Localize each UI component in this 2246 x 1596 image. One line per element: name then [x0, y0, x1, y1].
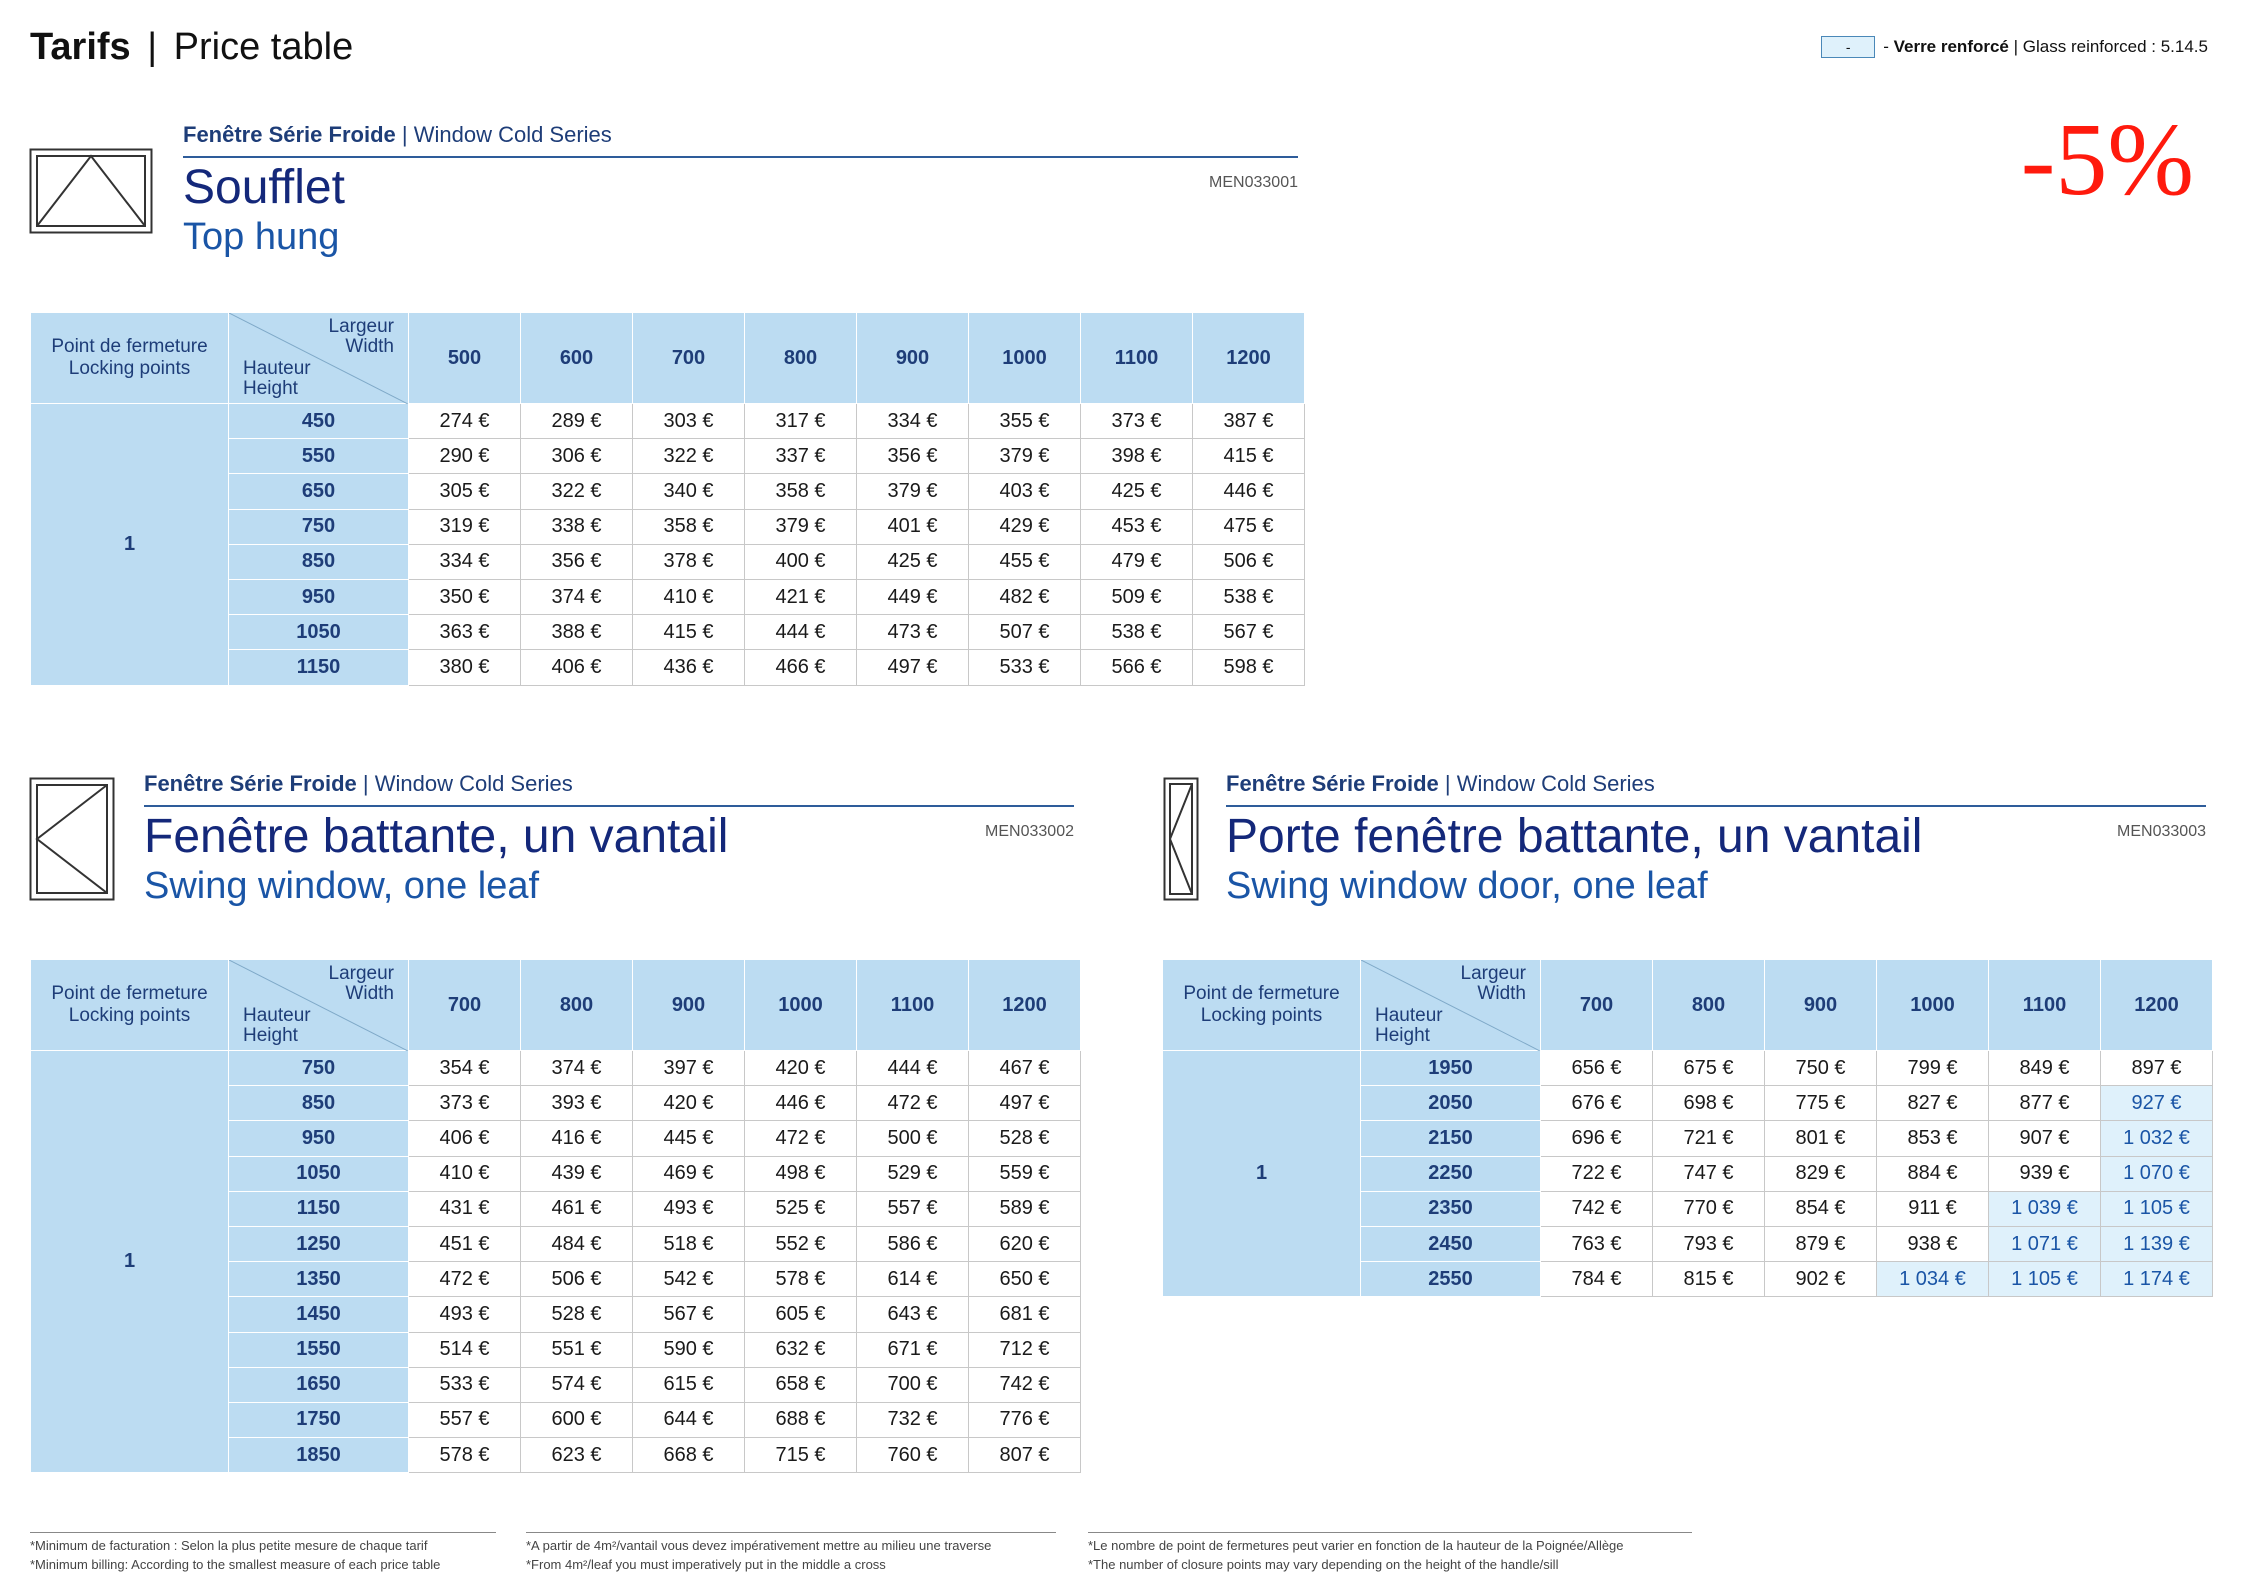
- price-cell: 938 €: [1877, 1226, 1989, 1261]
- table-row: [31, 1051, 1081, 1086]
- price-cell: 453 €: [1081, 509, 1193, 544]
- price-cell: 658 €: [745, 1367, 857, 1402]
- price-cell: 538 €: [1193, 579, 1305, 614]
- width-column-header: 900: [857, 313, 969, 404]
- price-cell: 807 €: [969, 1438, 1081, 1473]
- width-column-header: 1100: [857, 960, 969, 1051]
- locking-points-header: Point de fermeture Locking points: [31, 960, 229, 1051]
- section-swing-door: [1226, 771, 2206, 909]
- price-cell: 363 €: [409, 615, 521, 650]
- price-cell: 884 €: [1877, 1156, 1989, 1191]
- price-cell: 467 €: [969, 1051, 1081, 1086]
- height-row-header: 1150: [229, 650, 409, 685]
- price-cell: 799 €: [1877, 1051, 1989, 1086]
- price-cell: 379 €: [745, 509, 857, 544]
- price-cell: 656 €: [1541, 1051, 1653, 1086]
- height-row-header: 1150: [229, 1191, 409, 1226]
- price-cell: 379 €: [857, 474, 969, 509]
- price-cell: 493 €: [409, 1297, 521, 1332]
- price-cell: 509 €: [1081, 579, 1193, 614]
- height-row-header: 2150: [1361, 1121, 1541, 1156]
- price-cell: 829 €: [1765, 1156, 1877, 1191]
- width-column-header: 600: [521, 313, 633, 404]
- price-cell: 1 105 €: [1989, 1262, 2101, 1297]
- price-cell: 444 €: [857, 1051, 969, 1086]
- height-row-header: 1250: [229, 1226, 409, 1261]
- price-cell: 801 €: [1765, 1121, 1877, 1156]
- price-cell: 403 €: [969, 474, 1081, 509]
- swing-window-icon: [29, 777, 115, 906]
- price-cell: 700 €: [857, 1367, 969, 1402]
- price-cell: 420 €: [745, 1051, 857, 1086]
- price-cell: 290 €: [409, 439, 521, 474]
- price-cell: 445 €: [633, 1121, 745, 1156]
- price-cell: 620 €: [969, 1226, 1081, 1261]
- price-cell: 472 €: [857, 1086, 969, 1121]
- price-cell: 415 €: [633, 615, 745, 650]
- price-cell: 374 €: [521, 1051, 633, 1086]
- price-cell: 849 €: [1989, 1051, 2101, 1086]
- price-cell: 425 €: [1081, 474, 1193, 509]
- price-cell: 1 174 €: [2101, 1262, 2213, 1297]
- width-column-header: 900: [633, 960, 745, 1051]
- price-cell: 552 €: [745, 1226, 857, 1261]
- price-table-swing-door: [1162, 959, 2213, 1297]
- width-column-header: 1100: [1989, 960, 2101, 1051]
- price-cell: 668 €: [633, 1438, 745, 1473]
- price-cell: 416 €: [521, 1121, 633, 1156]
- price-cell: 897 €: [2101, 1051, 2213, 1086]
- height-row-header: 1350: [229, 1262, 409, 1297]
- section-title-fr: Porte fenêtre battante, un vantail: [1226, 810, 1923, 863]
- price-cell: 401 €: [857, 509, 969, 544]
- price-cell: 444 €: [745, 615, 857, 650]
- price-table-swing-window: [30, 959, 1081, 1473]
- legend-label-en: Glass reinforced : 5.14.5: [2022, 37, 2208, 56]
- price-cell: 911 €: [1877, 1191, 1989, 1226]
- price-cell: 1 105 €: [2101, 1191, 2213, 1226]
- price-cell: 1 034 €: [1877, 1262, 1989, 1297]
- price-cell: 742 €: [969, 1367, 1081, 1402]
- price-cell: 356 €: [521, 544, 633, 579]
- dimension-header: Largeur Width Hauteur Height: [229, 313, 409, 404]
- price-cell: 358 €: [745, 474, 857, 509]
- price-cell: 644 €: [633, 1402, 745, 1437]
- price-cell: 763 €: [1541, 1226, 1653, 1261]
- price-cell: 775 €: [1765, 1086, 1877, 1121]
- price-cell: 506 €: [1193, 544, 1305, 579]
- price-cell: 586 €: [857, 1226, 969, 1261]
- section-title-en: Swing window, one leaf: [144, 864, 540, 907]
- height-row-header: 1550: [229, 1332, 409, 1367]
- height-row-header: 2050: [1361, 1086, 1541, 1121]
- locking-points-value: 1: [31, 1051, 229, 1473]
- price-cell: 466 €: [745, 650, 857, 685]
- swing-door-icon: [1163, 777, 1199, 906]
- price-cell: 776 €: [969, 1402, 1081, 1437]
- section-top-hung: [183, 122, 1298, 260]
- width-column-header: 1200: [1193, 313, 1305, 404]
- price-cell: 358 €: [633, 509, 745, 544]
- height-row-header: 550: [229, 439, 409, 474]
- width-column-header: 500: [409, 313, 521, 404]
- legend-separator: |: [2013, 37, 2019, 56]
- price-cell: 1 039 €: [1989, 1191, 2101, 1226]
- height-row-header: 950: [229, 579, 409, 614]
- locking-points-value: 1: [31, 404, 229, 686]
- height-row-header: 1050: [229, 615, 409, 650]
- price-cell: 528 €: [969, 1121, 1081, 1156]
- price-cell: 853 €: [1877, 1121, 1989, 1156]
- price-cell: 589 €: [969, 1191, 1081, 1226]
- price-cell: 514 €: [409, 1332, 521, 1367]
- height-row-header: 2250: [1361, 1156, 1541, 1191]
- price-cell: 688 €: [745, 1402, 857, 1437]
- locking-points-value: 1: [1163, 1051, 1361, 1297]
- price-cell: 482 €: [969, 579, 1081, 614]
- price-cell: 334 €: [857, 404, 969, 439]
- price-cell: 322 €: [633, 439, 745, 474]
- price-cell: 750 €: [1765, 1051, 1877, 1086]
- height-row-header: 750: [229, 1051, 409, 1086]
- price-cell: 373 €: [1081, 404, 1193, 439]
- series-label: Fenêtre Série Froide | Window Cold Series: [144, 771, 573, 796]
- price-cell: 356 €: [857, 439, 969, 474]
- price-cell: 393 €: [521, 1086, 633, 1121]
- price-cell: 696 €: [1541, 1121, 1653, 1156]
- price-cell: 1 070 €: [2101, 1156, 2213, 1191]
- table-row: [1163, 1051, 2213, 1086]
- price-cell: 289 €: [521, 404, 633, 439]
- price-cell: 742 €: [1541, 1191, 1653, 1226]
- price-cell: 525 €: [745, 1191, 857, 1226]
- price-cell: 425 €: [857, 544, 969, 579]
- price-cell: 715 €: [745, 1438, 857, 1473]
- price-cell: 632 €: [745, 1332, 857, 1367]
- page-title-en: Price table: [173, 26, 354, 68]
- height-row-header: 650: [229, 474, 409, 509]
- height-row-header: 1650: [229, 1367, 409, 1402]
- height-row-header: 1750: [229, 1402, 409, 1437]
- price-cell: 303 €: [633, 404, 745, 439]
- price-cell: 747 €: [1653, 1156, 1765, 1191]
- footnote-3: *Le nombre de point de fermetures peut varier en fonction de la hauteur de la Poignée/Allège *The number of closure points may vary depending on the height of the handle/sill: [1088, 1532, 1692, 1575]
- price-cell: 784 €: [1541, 1262, 1653, 1297]
- height-row-header: 450: [229, 404, 409, 439]
- price-cell: 1 032 €: [2101, 1121, 2213, 1156]
- top-hung-window-icon: [29, 148, 153, 239]
- price-cell: 879 €: [1765, 1226, 1877, 1261]
- price-cell: 455 €: [969, 544, 1081, 579]
- price-cell: 681 €: [969, 1297, 1081, 1332]
- price-cell: 439 €: [521, 1156, 633, 1191]
- price-cell: 518 €: [633, 1226, 745, 1261]
- price-cell: 542 €: [633, 1262, 745, 1297]
- legend-swatch: -: [1821, 36, 1875, 58]
- price-cell: 400 €: [745, 544, 857, 579]
- price-cell: 559 €: [969, 1156, 1081, 1191]
- height-row-header: 950: [229, 1121, 409, 1156]
- price-cell: 484 €: [521, 1226, 633, 1261]
- price-cell: 500 €: [857, 1121, 969, 1156]
- price-cell: 578 €: [409, 1438, 521, 1473]
- price-cell: 590 €: [633, 1332, 745, 1367]
- price-cell: 469 €: [633, 1156, 745, 1191]
- price-cell: 475 €: [1193, 509, 1305, 544]
- price-cell: 507 €: [969, 615, 1081, 650]
- price-cell: 498 €: [745, 1156, 857, 1191]
- price-cell: 337 €: [745, 439, 857, 474]
- price-cell: 472 €: [745, 1121, 857, 1156]
- width-column-header: 1200: [969, 960, 1081, 1051]
- price-cell: 650 €: [969, 1262, 1081, 1297]
- price-cell: 436 €: [633, 650, 745, 685]
- price-cell: 340 €: [633, 474, 745, 509]
- price-cell: 854 €: [1765, 1191, 1877, 1226]
- width-column-header: 1000: [969, 313, 1081, 404]
- width-column-header: 800: [521, 960, 633, 1051]
- title-separator: |: [147, 26, 158, 68]
- price-cell: 605 €: [745, 1297, 857, 1332]
- series-label: Fenêtre Série Froide | Window Cold Series: [183, 122, 612, 147]
- price-cell: 614 €: [857, 1262, 969, 1297]
- price-cell: 600 €: [521, 1402, 633, 1437]
- price-cell: 388 €: [521, 615, 633, 650]
- section-title-en: Top hung: [183, 215, 340, 258]
- height-row-header: 1850: [229, 1438, 409, 1473]
- footnote-2: *A partir de 4m²/vantail vous devez impérativement mettre au milieu une traverse *From 4m²/leaf you must imperatively put in the middle a cross: [526, 1532, 1056, 1575]
- dimension-header: Largeur Width Hauteur Height: [229, 960, 409, 1051]
- price-cell: 578 €: [745, 1262, 857, 1297]
- width-column-header: 700: [633, 313, 745, 404]
- price-cell: 354 €: [409, 1051, 521, 1086]
- price-cell: 902 €: [1765, 1262, 1877, 1297]
- price-cell: 732 €: [857, 1402, 969, 1437]
- product-code: MEN033003: [2117, 823, 2206, 840]
- section-title-en: Swing window door, one leaf: [1226, 864, 1708, 907]
- price-cell: 317 €: [745, 404, 857, 439]
- price-cell: 406 €: [409, 1121, 521, 1156]
- legend-label-fr: Verre renforcé: [1893, 37, 2009, 56]
- price-cell: 615 €: [633, 1367, 745, 1402]
- price-cell: 338 €: [521, 509, 633, 544]
- section-title-fr: Soufflet: [183, 161, 345, 214]
- price-cell: 479 €: [1081, 544, 1193, 579]
- price-cell: 380 €: [409, 650, 521, 685]
- price-cell: 305 €: [409, 474, 521, 509]
- price-cell: 497 €: [857, 650, 969, 685]
- width-column-header: 900: [1765, 960, 1877, 1051]
- price-cell: 431 €: [409, 1191, 521, 1226]
- price-cell: 675 €: [1653, 1051, 1765, 1086]
- width-column-header: 800: [745, 313, 857, 404]
- height-row-header: 750: [229, 509, 409, 544]
- price-cell: 567 €: [1193, 615, 1305, 650]
- price-cell: 533 €: [409, 1367, 521, 1402]
- price-cell: 334 €: [409, 544, 521, 579]
- height-row-header: 2550: [1361, 1262, 1541, 1297]
- price-cell: 274 €: [409, 404, 521, 439]
- price-cell: 557 €: [409, 1402, 521, 1437]
- width-column-header: 800: [1653, 960, 1765, 1051]
- width-column-header: 700: [409, 960, 521, 1051]
- locking-points-header: Point de fermeture Locking points: [31, 313, 229, 404]
- price-cell: 712 €: [969, 1332, 1081, 1367]
- price-cell: 1 071 €: [1989, 1226, 2101, 1261]
- price-cell: 493 €: [633, 1191, 745, 1226]
- price-cell: 598 €: [1193, 650, 1305, 685]
- price-cell: 473 €: [857, 615, 969, 650]
- price-cell: 373 €: [409, 1086, 521, 1121]
- height-row-header: 850: [229, 1086, 409, 1121]
- series-label: Fenêtre Série Froide | Window Cold Series: [1226, 771, 1655, 796]
- price-cell: 398 €: [1081, 439, 1193, 474]
- price-cell: 1 139 €: [2101, 1226, 2213, 1261]
- price-cell: 306 €: [521, 439, 633, 474]
- price-cell: 676 €: [1541, 1086, 1653, 1121]
- price-cell: 451 €: [409, 1226, 521, 1261]
- price-cell: 472 €: [409, 1262, 521, 1297]
- price-cell: 529 €: [857, 1156, 969, 1191]
- price-cell: 721 €: [1653, 1121, 1765, 1156]
- price-cell: 446 €: [1193, 474, 1305, 509]
- price-cell: 770 €: [1653, 1191, 1765, 1226]
- locking-points-header: Point de fermeture Locking points: [1163, 960, 1361, 1051]
- price-cell: 378 €: [633, 544, 745, 579]
- page-title-fr: Tarifs: [30, 26, 131, 68]
- product-code: MEN033001: [1209, 174, 1298, 191]
- price-cell: 410 €: [633, 579, 745, 614]
- discount-label: -5%: [2020, 102, 2194, 217]
- price-cell: 671 €: [857, 1332, 969, 1367]
- price-cell: 374 €: [521, 579, 633, 614]
- price-cell: 406 €: [521, 650, 633, 685]
- width-column-header: 1000: [1877, 960, 1989, 1051]
- price-cell: 827 €: [1877, 1086, 1989, 1121]
- price-cell: 421 €: [745, 579, 857, 614]
- price-cell: 410 €: [409, 1156, 521, 1191]
- height-row-header: 1450: [229, 1297, 409, 1332]
- price-cell: 623 €: [521, 1438, 633, 1473]
- price-cell: 461 €: [521, 1191, 633, 1226]
- price-cell: 420 €: [633, 1086, 745, 1121]
- price-cell: 557 €: [857, 1191, 969, 1226]
- price-cell: 319 €: [409, 509, 521, 544]
- price-cell: 497 €: [969, 1086, 1081, 1121]
- price-cell: 415 €: [1193, 439, 1305, 474]
- price-cell: 574 €: [521, 1367, 633, 1402]
- price-cell: 446 €: [745, 1086, 857, 1121]
- dimension-header: Largeur Width Hauteur Height: [1361, 960, 1541, 1051]
- price-cell: 379 €: [969, 439, 1081, 474]
- price-cell: 429 €: [969, 509, 1081, 544]
- price-cell: 793 €: [1653, 1226, 1765, 1261]
- glass-legend: - - Verre renforcé | Glass reinforced : 5.14.5: [1821, 36, 2208, 58]
- price-cell: 449 €: [857, 579, 969, 614]
- price-cell: 722 €: [1541, 1156, 1653, 1191]
- width-column-header: 1200: [2101, 960, 2213, 1051]
- price-cell: 355 €: [969, 404, 1081, 439]
- price-cell: 643 €: [857, 1297, 969, 1332]
- price-cell: 877 €: [1989, 1086, 2101, 1121]
- price-cell: 528 €: [521, 1297, 633, 1332]
- width-column-header: 1100: [1081, 313, 1193, 404]
- price-cell: 551 €: [521, 1332, 633, 1367]
- price-cell: 322 €: [521, 474, 633, 509]
- price-cell: 907 €: [1989, 1121, 2101, 1156]
- height-row-header: 850: [229, 544, 409, 579]
- section-title-fr: Fenêtre battante, un vantail: [144, 810, 729, 863]
- price-cell: 397 €: [633, 1051, 745, 1086]
- price-table-top-hung: [30, 312, 1305, 686]
- price-cell: 506 €: [521, 1262, 633, 1297]
- product-code: MEN033002: [985, 823, 1074, 840]
- price-cell: 567 €: [633, 1297, 745, 1332]
- price-cell: 927 €: [2101, 1086, 2213, 1121]
- price-cell: 698 €: [1653, 1086, 1765, 1121]
- price-cell: 815 €: [1653, 1262, 1765, 1297]
- width-column-header: 700: [1541, 960, 1653, 1051]
- price-cell: 387 €: [1193, 404, 1305, 439]
- price-cell: 566 €: [1081, 650, 1193, 685]
- width-column-header: 1000: [745, 960, 857, 1051]
- table-row: [31, 404, 1305, 439]
- price-cell: 538 €: [1081, 615, 1193, 650]
- height-row-header: 1950: [1361, 1051, 1541, 1086]
- price-cell: 350 €: [409, 579, 521, 614]
- price-cell: 533 €: [969, 650, 1081, 685]
- height-row-header: 1050: [229, 1156, 409, 1191]
- page-header: [30, 26, 353, 69]
- height-row-header: 2450: [1361, 1226, 1541, 1261]
- price-cell: 760 €: [857, 1438, 969, 1473]
- section-swing-window: [144, 771, 1074, 909]
- footnote-1: *Minimum de facturation : Selon la plus petite mesure de chaque tarif *Minimum billing: According to the smallest measure of each price table: [30, 1532, 496, 1575]
- height-row-header: 2350: [1361, 1191, 1541, 1226]
- price-cell: 939 €: [1989, 1156, 2101, 1191]
